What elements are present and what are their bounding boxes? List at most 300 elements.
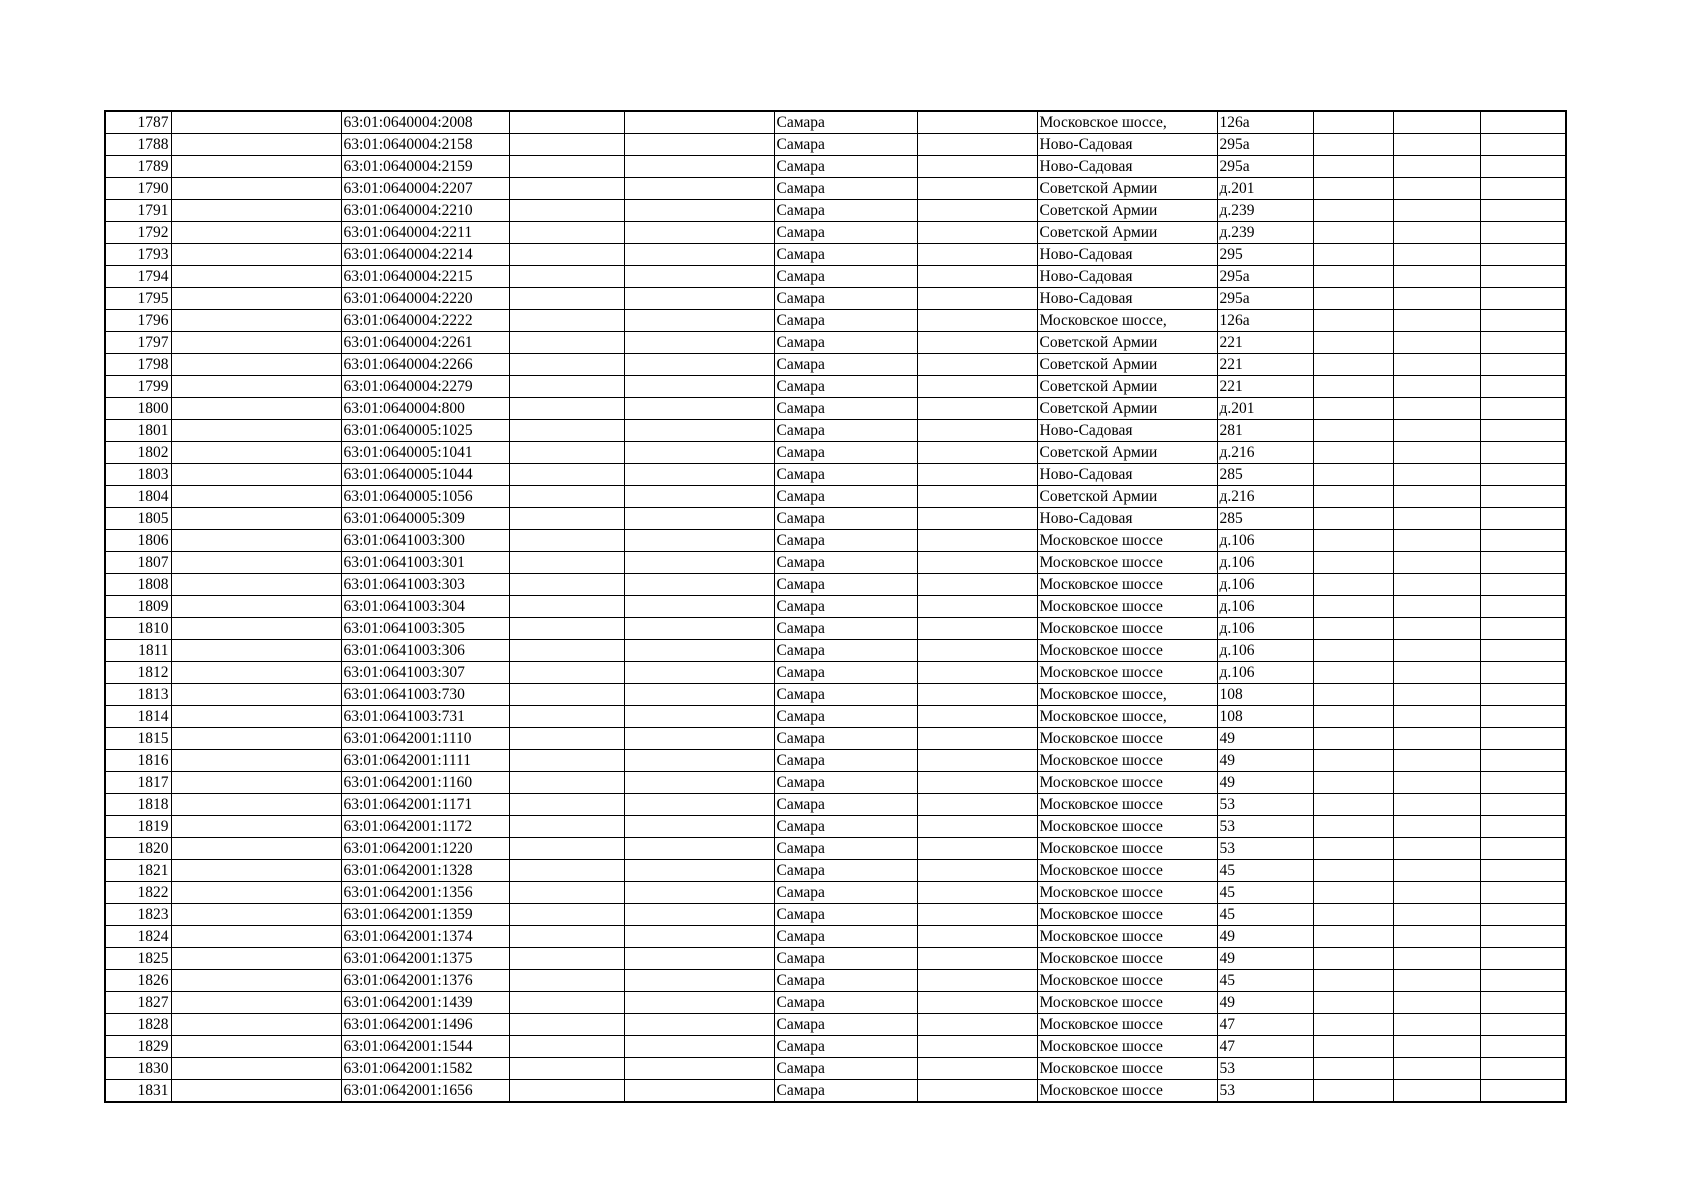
row-number: 1809 bbox=[137, 598, 169, 615]
cadastral-number: 63:01:0642001:1544 bbox=[343, 1038, 473, 1055]
street: Ново-Садовая bbox=[1039, 268, 1133, 285]
row-number-cell bbox=[105, 552, 171, 574]
empty-cell bbox=[1313, 178, 1393, 200]
empty-cell bbox=[624, 134, 774, 156]
empty-cell bbox=[1313, 838, 1393, 860]
row-number: 1816 bbox=[137, 752, 169, 769]
table-row bbox=[105, 838, 1566, 860]
empty-cell bbox=[171, 750, 341, 772]
empty-cell bbox=[171, 1080, 341, 1103]
house-number-cell bbox=[1217, 926, 1313, 948]
table-row bbox=[105, 244, 1566, 266]
empty-cell bbox=[1480, 1036, 1566, 1058]
empty-cell bbox=[171, 266, 341, 288]
empty-cell bbox=[917, 310, 1037, 332]
row-number: 1831 bbox=[137, 1082, 169, 1099]
city-cell bbox=[774, 156, 917, 178]
empty-cell bbox=[1393, 398, 1480, 420]
cadastral-number-cell bbox=[341, 178, 509, 200]
row-number: 1797 bbox=[137, 334, 169, 351]
empty-cell bbox=[624, 156, 774, 178]
city: Самара bbox=[776, 642, 825, 659]
house-number-cell bbox=[1217, 794, 1313, 816]
table-row bbox=[105, 530, 1566, 552]
empty-cell bbox=[171, 1036, 341, 1058]
empty-cell bbox=[917, 200, 1037, 222]
empty-cell bbox=[1480, 266, 1566, 288]
row-number: 1825 bbox=[137, 950, 169, 967]
row-number-cell bbox=[105, 111, 171, 134]
city-cell bbox=[774, 486, 917, 508]
table-row bbox=[105, 200, 1566, 222]
street: Московское шоссе bbox=[1039, 950, 1163, 967]
empty-cell bbox=[1393, 354, 1480, 376]
empty-cell bbox=[171, 288, 341, 310]
city-cell bbox=[774, 200, 917, 222]
empty-cell bbox=[624, 178, 774, 200]
city-cell bbox=[774, 310, 917, 332]
street: Московское шоссе bbox=[1039, 752, 1163, 769]
empty-cell bbox=[171, 376, 341, 398]
table-row bbox=[105, 310, 1566, 332]
empty-cell bbox=[1393, 486, 1480, 508]
cadastral-number-cell bbox=[341, 794, 509, 816]
row-number-cell bbox=[105, 904, 171, 926]
table-row bbox=[105, 992, 1566, 1014]
cadastral-number: 63:01:0641003:303 bbox=[343, 576, 465, 593]
empty-cell bbox=[1313, 442, 1393, 464]
house-number-cell bbox=[1217, 244, 1313, 266]
street-cell bbox=[1037, 1080, 1217, 1103]
empty-cell bbox=[171, 728, 341, 750]
house-number: д.239 bbox=[1219, 202, 1255, 219]
city: Самара bbox=[776, 136, 825, 153]
cadastral-number-cell bbox=[341, 970, 509, 992]
empty-cell bbox=[624, 552, 774, 574]
city-cell bbox=[774, 288, 917, 310]
empty-cell bbox=[917, 420, 1037, 442]
street: Московское шоссе bbox=[1039, 1038, 1163, 1055]
empty-cell bbox=[509, 948, 624, 970]
cadastral-number: 63:01:0640004:2214 bbox=[343, 246, 473, 263]
street-cell bbox=[1037, 376, 1217, 398]
city: Самара bbox=[776, 114, 825, 131]
table-row bbox=[105, 750, 1566, 772]
cadastral-number: 63:01:0640004:2210 bbox=[343, 202, 473, 219]
empty-cell bbox=[1393, 904, 1480, 926]
city: Самара bbox=[776, 290, 825, 307]
empty-cell bbox=[624, 1058, 774, 1080]
city: Самара bbox=[776, 686, 825, 703]
cadastral-number-cell bbox=[341, 750, 509, 772]
empty-cell bbox=[624, 904, 774, 926]
empty-cell bbox=[917, 882, 1037, 904]
empty-cell bbox=[1313, 398, 1393, 420]
empty-cell bbox=[1313, 1080, 1393, 1103]
street-cell bbox=[1037, 772, 1217, 794]
cadastral-number: 63:01:0642001:1110 bbox=[343, 730, 472, 747]
street: Московское шоссе, bbox=[1039, 114, 1167, 131]
city: Самара bbox=[776, 202, 825, 219]
city: Самара bbox=[776, 554, 825, 571]
empty-cell bbox=[1480, 882, 1566, 904]
city-cell bbox=[774, 508, 917, 530]
empty-cell bbox=[1313, 750, 1393, 772]
empty-cell bbox=[171, 222, 341, 244]
cadastral-number: 63:01:0642001:1439 bbox=[343, 994, 473, 1011]
cadastral-number-cell bbox=[341, 464, 509, 486]
empty-cell bbox=[917, 288, 1037, 310]
empty-cell bbox=[509, 882, 624, 904]
empty-cell bbox=[1313, 354, 1393, 376]
empty-cell bbox=[1313, 222, 1393, 244]
empty-cell bbox=[1480, 244, 1566, 266]
house-number: 47 bbox=[1219, 1038, 1235, 1055]
cadastral-number: 63:01:0641003:300 bbox=[343, 532, 465, 549]
house-number: 49 bbox=[1219, 774, 1235, 791]
cadastral-number-cell bbox=[341, 310, 509, 332]
empty-cell bbox=[1393, 1058, 1480, 1080]
street: Ново-Садовая bbox=[1039, 510, 1133, 527]
empty-cell bbox=[1313, 574, 1393, 596]
street-cell bbox=[1037, 816, 1217, 838]
empty-cell bbox=[1313, 970, 1393, 992]
row-number-cell bbox=[105, 200, 171, 222]
empty-cell bbox=[509, 772, 624, 794]
empty-cell bbox=[509, 596, 624, 618]
empty-cell bbox=[1480, 530, 1566, 552]
row-number-cell bbox=[105, 420, 171, 442]
house-number: д.216 bbox=[1219, 444, 1255, 461]
street-cell bbox=[1037, 398, 1217, 420]
street: Ново-Садовая bbox=[1039, 422, 1133, 439]
house-number: д.106 bbox=[1219, 642, 1255, 659]
empty-cell bbox=[1480, 596, 1566, 618]
row-number: 1788 bbox=[137, 136, 169, 153]
empty-cell bbox=[917, 552, 1037, 574]
empty-cell bbox=[1480, 728, 1566, 750]
table-row bbox=[105, 618, 1566, 640]
empty-cell bbox=[509, 1080, 624, 1103]
table-row bbox=[105, 1014, 1566, 1036]
empty-cell bbox=[1393, 310, 1480, 332]
cadastral-number-cell bbox=[341, 1014, 509, 1036]
house-number: 108 bbox=[1219, 686, 1243, 703]
empty-cell bbox=[509, 574, 624, 596]
row-number-cell bbox=[105, 970, 171, 992]
cadastral-number-cell bbox=[341, 552, 509, 574]
house-number: 126а bbox=[1219, 312, 1250, 329]
city-cell bbox=[774, 882, 917, 904]
empty-cell bbox=[509, 134, 624, 156]
empty-cell bbox=[509, 1014, 624, 1036]
cadastral-number-cell bbox=[341, 134, 509, 156]
house-number: 295а bbox=[1219, 136, 1250, 153]
empty-cell bbox=[917, 750, 1037, 772]
city: Самара bbox=[776, 730, 825, 747]
empty-cell bbox=[917, 156, 1037, 178]
city-cell bbox=[774, 948, 917, 970]
row-number-cell bbox=[105, 816, 171, 838]
street-cell bbox=[1037, 420, 1217, 442]
cadastral-number-cell bbox=[341, 904, 509, 926]
house-number: 221 bbox=[1219, 356, 1243, 373]
empty-cell bbox=[1480, 1080, 1566, 1103]
row-number-cell bbox=[105, 948, 171, 970]
city: Самара bbox=[776, 576, 825, 593]
row-number-cell bbox=[105, 156, 171, 178]
table-row bbox=[105, 904, 1566, 926]
cadastral-number: 63:01:0642001:1356 bbox=[343, 884, 473, 901]
empty-cell bbox=[1393, 222, 1480, 244]
street-cell bbox=[1037, 200, 1217, 222]
table-row bbox=[105, 222, 1566, 244]
empty-cell bbox=[1393, 442, 1480, 464]
cadastral-number: 63:01:0640004:2207 bbox=[343, 180, 473, 197]
street: Советской Армии bbox=[1039, 202, 1158, 219]
empty-cell bbox=[171, 200, 341, 222]
street: Московское шоссе, bbox=[1039, 686, 1167, 703]
house-number: д.239 bbox=[1219, 224, 1255, 241]
row-number: 1799 bbox=[137, 378, 169, 395]
cadastral-number-cell bbox=[341, 530, 509, 552]
city: Самара bbox=[776, 1082, 825, 1099]
house-number-cell bbox=[1217, 772, 1313, 794]
empty-cell bbox=[171, 530, 341, 552]
city: Самара bbox=[776, 928, 825, 945]
row-number: 1802 bbox=[137, 444, 169, 461]
cadastral-number-cell bbox=[341, 574, 509, 596]
empty-cell bbox=[624, 1080, 774, 1103]
row-number: 1815 bbox=[137, 730, 169, 747]
cadastral-number-cell bbox=[341, 640, 509, 662]
house-number-cell bbox=[1217, 882, 1313, 904]
house-number: 53 bbox=[1219, 1060, 1235, 1077]
city-cell bbox=[774, 728, 917, 750]
city: Самара bbox=[776, 774, 825, 791]
cadastral-number: 63:01:0642001:1359 bbox=[343, 906, 473, 923]
empty-cell bbox=[1393, 992, 1480, 1014]
empty-cell bbox=[1480, 354, 1566, 376]
house-number-cell bbox=[1217, 662, 1313, 684]
empty-cell bbox=[1393, 728, 1480, 750]
city-cell bbox=[774, 772, 917, 794]
cadastral-number-cell bbox=[341, 1080, 509, 1103]
street-cell bbox=[1037, 706, 1217, 728]
empty-cell bbox=[1313, 1014, 1393, 1036]
city-cell bbox=[774, 904, 917, 926]
empty-cell bbox=[171, 1058, 341, 1080]
empty-cell bbox=[171, 706, 341, 728]
house-number-cell bbox=[1217, 530, 1313, 552]
empty-cell bbox=[1480, 750, 1566, 772]
house-number: 53 bbox=[1219, 1082, 1235, 1099]
city: Самара bbox=[776, 466, 825, 483]
street: Московское шоссе bbox=[1039, 1082, 1163, 1099]
city-cell bbox=[774, 552, 917, 574]
house-number: 49 bbox=[1219, 950, 1235, 967]
empty-cell bbox=[624, 640, 774, 662]
row-number-cell bbox=[105, 288, 171, 310]
house-number: 45 bbox=[1219, 972, 1235, 989]
street-cell bbox=[1037, 111, 1217, 134]
city-cell bbox=[774, 222, 917, 244]
street-cell bbox=[1037, 134, 1217, 156]
empty-cell bbox=[509, 244, 624, 266]
empty-cell bbox=[171, 838, 341, 860]
table-row bbox=[105, 684, 1566, 706]
empty-cell bbox=[917, 816, 1037, 838]
empty-cell bbox=[171, 354, 341, 376]
empty-cell bbox=[171, 618, 341, 640]
empty-cell bbox=[1480, 376, 1566, 398]
empty-cell bbox=[1313, 134, 1393, 156]
empty-cell bbox=[1480, 970, 1566, 992]
empty-cell bbox=[1393, 266, 1480, 288]
city-cell bbox=[774, 750, 917, 772]
cadastral-number-cell bbox=[341, 926, 509, 948]
table-row bbox=[105, 662, 1566, 684]
empty-cell bbox=[1393, 574, 1480, 596]
street-cell bbox=[1037, 574, 1217, 596]
empty-cell bbox=[917, 354, 1037, 376]
empty-cell bbox=[509, 860, 624, 882]
row-number: 1830 bbox=[137, 1060, 169, 1077]
empty-cell bbox=[917, 244, 1037, 266]
cadastral-number: 63:01:0640004:800 bbox=[343, 400, 465, 417]
house-number: 49 bbox=[1219, 730, 1235, 747]
empty-cell bbox=[1480, 464, 1566, 486]
empty-cell bbox=[1393, 376, 1480, 398]
cadastral-number: 63:01:0641003:730 bbox=[343, 686, 465, 703]
empty-cell bbox=[1313, 728, 1393, 750]
empty-cell bbox=[171, 1014, 341, 1036]
empty-cell bbox=[1393, 530, 1480, 552]
row-number-cell bbox=[105, 178, 171, 200]
city-cell bbox=[774, 332, 917, 354]
empty-cell bbox=[509, 310, 624, 332]
city-cell bbox=[774, 530, 917, 552]
city-cell bbox=[774, 1058, 917, 1080]
city-cell bbox=[774, 1014, 917, 1036]
empty-cell bbox=[1313, 772, 1393, 794]
house-number: 281 bbox=[1219, 422, 1243, 439]
empty-cell bbox=[1393, 772, 1480, 794]
street-cell bbox=[1037, 1036, 1217, 1058]
empty-cell bbox=[509, 552, 624, 574]
empty-cell bbox=[1480, 816, 1566, 838]
empty-cell bbox=[1313, 200, 1393, 222]
empty-cell bbox=[624, 970, 774, 992]
empty-cell bbox=[624, 794, 774, 816]
street-cell bbox=[1037, 530, 1217, 552]
empty-cell bbox=[1313, 552, 1393, 574]
table-row bbox=[105, 486, 1566, 508]
house-number: 108 bbox=[1219, 708, 1243, 725]
empty-cell bbox=[1480, 640, 1566, 662]
city-cell bbox=[774, 1080, 917, 1103]
city-cell bbox=[774, 266, 917, 288]
street-cell bbox=[1037, 288, 1217, 310]
cadastral-number-cell bbox=[341, 486, 509, 508]
house-number-cell bbox=[1217, 706, 1313, 728]
empty-cell bbox=[624, 750, 774, 772]
house-number-cell bbox=[1217, 1080, 1313, 1103]
street: Московское шоссе, bbox=[1039, 708, 1167, 725]
row-number: 1812 bbox=[137, 664, 169, 681]
row-number: 1826 bbox=[137, 972, 169, 989]
row-number-cell bbox=[105, 134, 171, 156]
empty-cell bbox=[509, 1036, 624, 1058]
empty-cell bbox=[171, 970, 341, 992]
row-number-cell bbox=[105, 354, 171, 376]
cadastral-number: 63:01:0642001:1171 bbox=[343, 796, 473, 813]
house-number-cell bbox=[1217, 111, 1313, 134]
empty-cell bbox=[171, 948, 341, 970]
house-number-cell bbox=[1217, 552, 1313, 574]
house-number: д.201 bbox=[1219, 400, 1255, 417]
house-number-cell bbox=[1217, 464, 1313, 486]
house-number: 295а bbox=[1219, 158, 1250, 175]
city: Самара bbox=[776, 796, 825, 813]
cadastral-number-cell bbox=[341, 288, 509, 310]
street-cell bbox=[1037, 1058, 1217, 1080]
city: Самара bbox=[776, 224, 825, 241]
empty-cell bbox=[1313, 244, 1393, 266]
cadastral-number: 63:01:0642001:1160 bbox=[343, 774, 473, 791]
empty-cell bbox=[917, 992, 1037, 1014]
empty-cell bbox=[917, 1058, 1037, 1080]
empty-cell bbox=[1393, 134, 1480, 156]
cadastral-registry-table bbox=[104, 110, 1567, 1103]
street: Советской Армии bbox=[1039, 488, 1158, 505]
street: Московское шоссе bbox=[1039, 972, 1163, 989]
table-row bbox=[105, 926, 1566, 948]
house-number-cell bbox=[1217, 222, 1313, 244]
city: Самара bbox=[776, 950, 825, 967]
row-number: 1820 bbox=[137, 840, 169, 857]
street-cell bbox=[1037, 662, 1217, 684]
empty-cell bbox=[1480, 222, 1566, 244]
table-row bbox=[105, 442, 1566, 464]
street: Московское шоссе bbox=[1039, 840, 1163, 857]
cadastral-number-cell bbox=[341, 882, 509, 904]
cadastral-number-cell bbox=[341, 244, 509, 266]
table-row bbox=[105, 948, 1566, 970]
empty-cell bbox=[624, 1036, 774, 1058]
house-number: 295 bbox=[1219, 246, 1243, 263]
empty-cell bbox=[624, 464, 774, 486]
empty-cell bbox=[624, 706, 774, 728]
cadastral-number: 63:01:0640004:2211 bbox=[343, 224, 473, 241]
empty-cell bbox=[1313, 332, 1393, 354]
cadastral-number-cell bbox=[341, 1058, 509, 1080]
empty-cell bbox=[1313, 926, 1393, 948]
empty-cell bbox=[624, 838, 774, 860]
cadastral-number: 63:01:0641003:301 bbox=[343, 554, 465, 571]
street: Советской Армии bbox=[1039, 444, 1158, 461]
street: Московское шоссе bbox=[1039, 884, 1163, 901]
cadastral-number: 63:01:0642001:1374 bbox=[343, 928, 473, 945]
empty-cell bbox=[624, 332, 774, 354]
house-number-cell bbox=[1217, 728, 1313, 750]
cadastral-number: 63:01:0641003:306 bbox=[343, 642, 465, 659]
empty-cell bbox=[1393, 596, 1480, 618]
city: Самара bbox=[776, 994, 825, 1011]
empty-cell bbox=[509, 156, 624, 178]
row-number-cell bbox=[105, 310, 171, 332]
table-row bbox=[105, 816, 1566, 838]
